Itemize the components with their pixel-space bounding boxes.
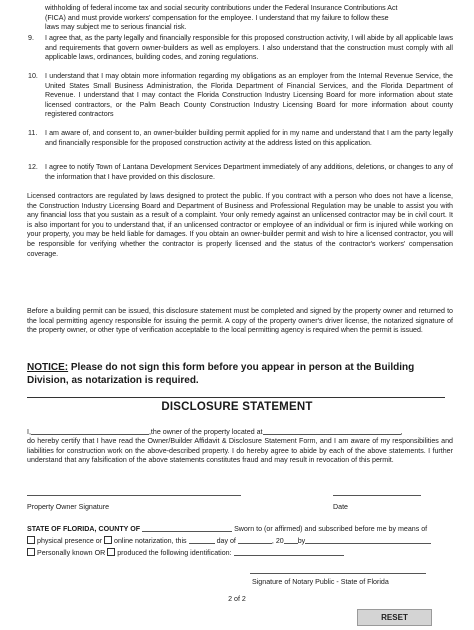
item-text: I understand that I may obtain more information regarding my obligations as an employer from the Internal Revenue Service, the United States Small Business Administration, the Florida Department of Financial Services, and the Florida Department of Revenue. I understand that I may contact the Florida Construction Industry Licensing Board for more information about state licensed contractors, or the Palm Beach County Construction Industry Licensing Board for more information about county registered contractors (45, 72, 453, 119)
owner-name-field[interactable] (31, 427, 149, 435)
notice (27, 361, 452, 387)
page-number: 2 of 2 (228, 595, 246, 603)
notary-signature-label: Signature of Notary Public - State of Florida (252, 578, 389, 586)
permit-paragraph: Before a building permit can be issued, this disclosure statement must be completed and signed by the property owner and returned to the local permitting agency responsible for issuing the permit. A copy of the property owner's driver license, the notarized signature of the property owner, or other type of verification acceptable to the local permitting agency is required when the permit is issued. (27, 307, 453, 335)
intro-text (45, 4, 453, 33)
item-number: 12. (28, 163, 38, 171)
property-address-field[interactable] (263, 427, 401, 435)
owner-signature-field[interactable] (27, 495, 241, 496)
notary-state-line (27, 524, 457, 535)
produced-identification-checkbox[interactable] (107, 548, 115, 556)
online-notarization-checkbox[interactable] (104, 536, 112, 544)
by-label: by (297, 537, 306, 545)
notary-identification-line (27, 548, 457, 559)
date-field[interactable] (333, 495, 421, 496)
owner-line (27, 427, 457, 438)
sworn-text: Sworn to (or affirmed) and subscribed before me by means of (234, 525, 428, 533)
identification-field[interactable] (234, 548, 344, 556)
owner-mid-label: ,the owner of the property located at (148, 428, 263, 436)
day-of-label: day of (216, 537, 236, 545)
separator-rule (27, 397, 445, 398)
comma: , (400, 428, 403, 436)
item-number: 11. (28, 129, 38, 137)
reset-button[interactable]: RESET (357, 609, 432, 626)
online-notarization-label: online notarization, this (114, 537, 187, 545)
month-field[interactable] (238, 536, 272, 544)
signer-name-field[interactable] (305, 536, 431, 544)
personally-known-checkbox[interactable] (27, 548, 35, 556)
disclosure-body: do hereby certify that I have read the Owner/Builder Affidavit & Disclosure Statement Form, and I am aware of my responsibilities and liabilities for construction work on the above-described property. I do hereby agree to abide by each of the above statements. I further understand that any falsification of the above statements constitutes fraud and may result in revocation of this permit. (27, 437, 453, 465)
date-label: Date (333, 503, 348, 511)
intro-line: laws may subject me to serious financial risk. (45, 23, 187, 32)
item-text: I am aware of, and consent to, an owner-builder building permit applied for in my name and understand that I am the party legally and financially responsible for the proposed construction activity at the address listed on this application. (45, 129, 453, 147)
produced-identification-label: produced the following identification: (117, 549, 232, 557)
intro-line: (FICA) and must provide workers' compensation for the employee. I understand that my failure to follow these (45, 13, 389, 22)
personally-known-label: Personally known OR (37, 549, 106, 557)
physical-presence-label: physical presence or (37, 537, 103, 545)
item-number: 9. (28, 34, 34, 42)
day-field[interactable] (189, 536, 215, 544)
contractor-paragraph: Licensed contractors are regulated by laws designed to protect the public. If you contract with a person who does not have a license, the Construction Industry Licensing Board and Department of Business and Professional Regulation may be unable to assist you with any financial loss that you sustain as a result of a complaint. Your only remedy against an unlicensed contractor may be in civil court. It is also important for you to understand that, if an unlicensed contractor or employee of an individual or firm is injured while working on your property, you may be held liable for damages. If you obtain an owner-builder permit and wish to hire a licensed contractor, you will be responsible for verifying whether the contractor is properly licensed and the status of the contractor's workers' compensation coverage. (27, 192, 453, 258)
year-prefix-label: , 20 (271, 537, 284, 545)
item-number: 10. (28, 72, 38, 80)
owner-signature-label: Property Owner Signature (27, 503, 110, 511)
intro-line: withholding of federal income tax and social security contributions under the Federal Insurance Contributions Act (45, 4, 398, 12)
owner-i-label: I, (27, 428, 31, 436)
disclosure-title: DISCLOSURE STATEMENT (161, 401, 313, 413)
physical-presence-checkbox[interactable] (27, 536, 35, 544)
notice-label: NOTICE: (27, 362, 69, 373)
item-text: I agree to notify Town of Lantana Development Services Department immediately of any additions, deletions, or changes to any of the information that I have provided on this disclosure. (45, 163, 453, 181)
county-field[interactable] (142, 524, 232, 532)
item-text: I agree that, as the party legally and financially responsible for this proposed construction activity, I will abide by all applicable laws and requirements that govern owner-builders as well as employers. I also understand that the construction must comply with all applicable laws, ordinances, building codes, and zoning regulations. (45, 34, 453, 62)
notice-text: Please do not sign this form before you appear in person at the Building Division, as notarization is required. (27, 362, 415, 386)
notary-presence-line (27, 536, 457, 547)
notary-signature-field[interactable] (250, 573, 426, 574)
state-label: STATE OF FLORIDA, COUNTY OF (27, 525, 141, 533)
year-field[interactable] (284, 536, 298, 544)
